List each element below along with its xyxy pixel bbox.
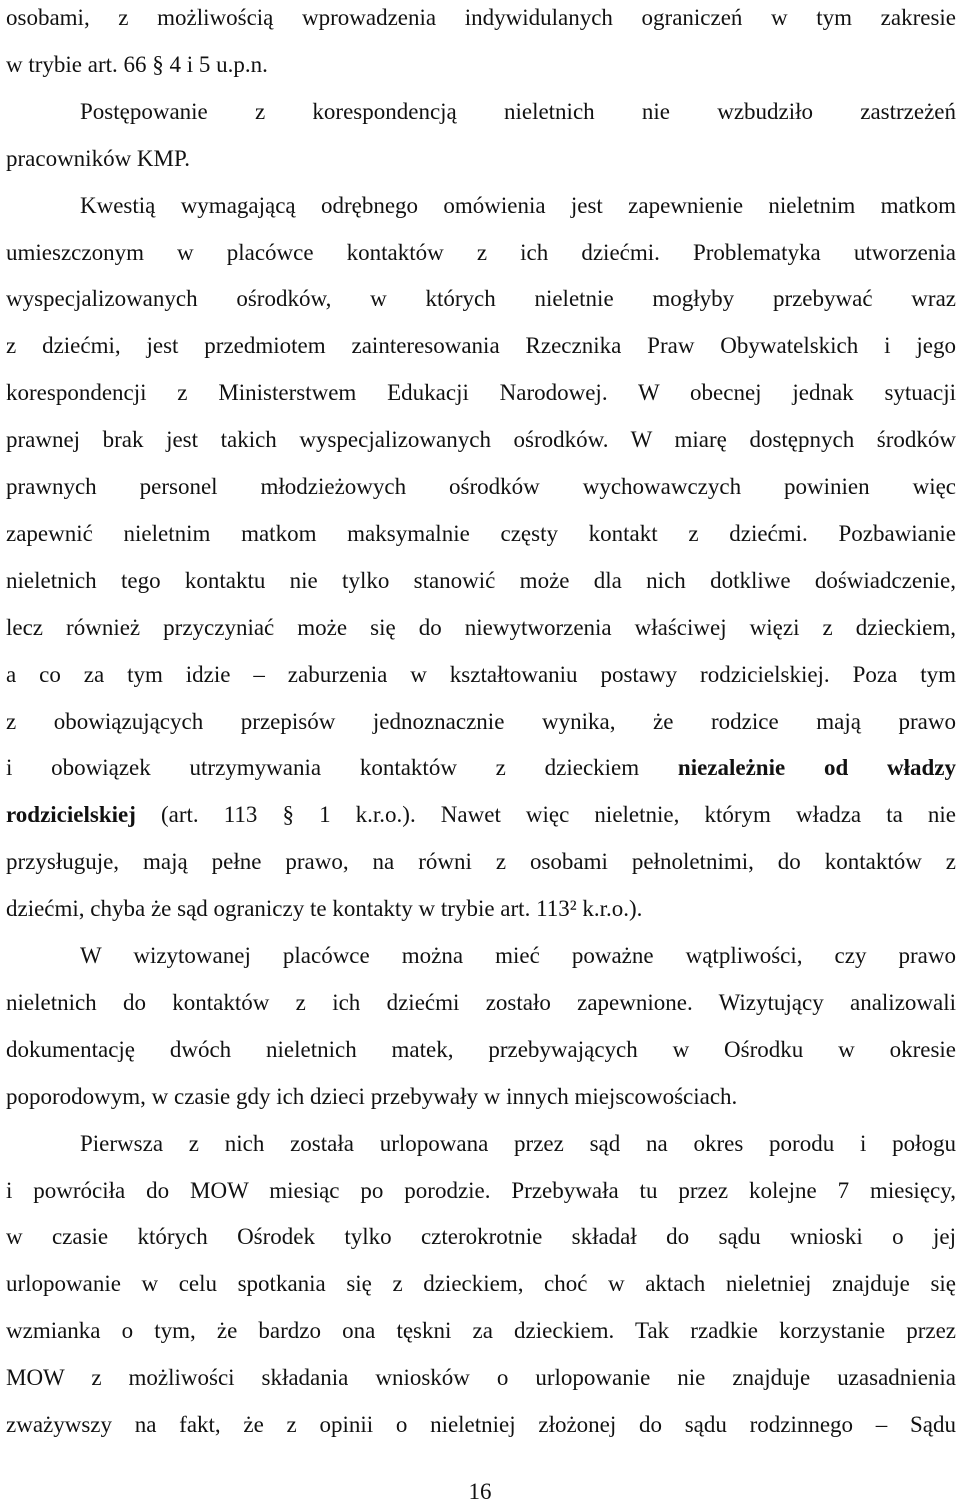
text-line [6, 50, 956, 80]
text-line [6, 894, 956, 924]
line-text: Kwestią wymagającą odrębnego omówienia jest zapewnienie nieletnim matkom [80, 192, 956, 218]
text-line [6, 1410, 956, 1440]
text-line [6, 613, 956, 643]
text-line [6, 1269, 956, 1299]
line-text: urlopowanie w celu spotkania się z dzieckiem, choć w aktach nieletniej znajduje się [6, 1271, 956, 1297]
page-number: 16 [468, 1479, 492, 1504]
line-text: zapewnić nieletnim matkom maksymalnie częsty kontakt z dziećmi. Pozbawianie [6, 520, 956, 546]
text-line [6, 1222, 956, 1252]
text-line [6, 800, 956, 830]
line-text: pracowników KMP. [6, 145, 190, 171]
line-text: przysługuje, mają pełne prawo, na równi z osobami pełnoletnimi, do kontaktów z [6, 849, 956, 875]
line-text: wyspecjalizowanych ośrodków, w których nieletnie mogłyby przebywać wraz [6, 286, 956, 312]
text-line [6, 660, 956, 690]
text-line [6, 472, 956, 502]
line-text: wzmianka o tym, że bardzo ona tęskni za dzieckiem. Tak rzadkie korzystanie przez [6, 1318, 956, 1344]
line-text: Pierwsza z nich została urlopowana przez sąd na okres porodu i połogu [80, 1130, 956, 1156]
line-text: i powróciła do MOW miesiąc po porodzie. Przebywała tu przez kolejne 7 miesięcy, [6, 1177, 956, 1203]
line-text: w czasie których Ośrodek tylko czterokrotnie składał do sądu wnioski o jej [6, 1224, 956, 1250]
text-line [6, 1082, 956, 1112]
line-text: zważywszy na fakt, że z opinii o nieletniej złożonej do sądu rodzinnego – Sądu [6, 1412, 956, 1437]
line-text: w trybie art. 66 § 4 i 5 u.p.n. [6, 51, 268, 77]
line-text: nieletnich do kontaktów z ich dziećmi zostało zapewnione. Wizytujący analizowali [6, 989, 956, 1015]
line-text: MOW z możliwości składania wniosków o urlopowanie nie znajduje uzasadnienia [6, 1365, 956, 1391]
line-text: z obowiązujących przepisów jednoznacznie wynika, że rodzice mają prawo [6, 708, 956, 734]
line-text: umieszczonym w placówce kontaktów z ich dziećmi. Problematyka utworzenia [6, 239, 956, 265]
text-line [6, 566, 956, 596]
text-line [6, 1176, 956, 1206]
text-line [6, 378, 956, 408]
line-text: prawnej brak jest takich wyspecjalizowanych ośrodków. W miarę dostępnych środków [6, 427, 956, 453]
line-text: korespondencji z Ministerstwem Edukacji Narodowej. W obecnej jednak sytuacji [6, 380, 956, 406]
text-line [80, 1129, 956, 1159]
text-line [6, 425, 956, 455]
text-line [6, 1035, 956, 1065]
line-text: dokumentację dwóch nieletnich matek, przebywających w Ośrodku w okresie [6, 1036, 956, 1062]
text-line [6, 988, 956, 1018]
text-line [6, 847, 956, 877]
text-line [6, 753, 956, 783]
bold-text: rodzicielskiej [6, 802, 136, 828]
text-line [80, 191, 956, 221]
bold-text: niezależnie od władzy [677, 755, 956, 781]
text-line [6, 1363, 956, 1393]
line-text: z dziećmi, jest przedmiotem zainteresowania Rzecznika Praw Obywatelskich i jego [6, 333, 956, 359]
text-line [6, 144, 956, 174]
line-text: dziećmi, chyba że sąd ograniczy te kontakty w trybie art. 113² k.r.o.). [6, 896, 643, 922]
text-line [6, 707, 956, 737]
line-text: (art. 113 § 1 k.r.o.). Nawet więc nieletnie, którym władza ta nie [160, 802, 956, 828]
line-text: i obowiązek utrzymywania kontaktów z dzieckiem [6, 755, 640, 781]
line-text: Postępowanie z korespondencją nieletnich nie wzbudziło zastrzeżeń [80, 98, 956, 124]
text-line [6, 3, 956, 33]
text-line [6, 519, 956, 549]
line-text: prawnych personel młodzieżowych ośrodków wychowawczych powinien więc [6, 474, 956, 499]
line-text: nieletnich tego kontaktu nie tylko stanowić może dla nich dotkliwe doświadczenie, [6, 567, 956, 593]
line-text: a co za tym idzie – zaburzenia w kształtowaniu postawy rodzicielskiej. Poza tym [6, 661, 956, 687]
line-text: W wizytowanej placówce można mieć poważne wątpliwości, czy prawo [80, 943, 956, 968]
text-line [6, 1316, 956, 1346]
text-line [6, 284, 956, 314]
text-line [80, 941, 956, 971]
text-line [6, 238, 956, 268]
line-text: lecz również przyczyniać może się do niewytworzenia właściwej więzi z dzieckiem, [6, 614, 956, 640]
text-line [80, 97, 956, 127]
line-text: poporodowym, w czasie gdy ich dzieci przebywały w innych miejscowościach. [6, 1083, 738, 1109]
line-text: osobami, z możliwością wprowadzenia indywidulanych ograniczeń w tym zakresie [6, 5, 956, 30]
text-line [6, 331, 956, 361]
